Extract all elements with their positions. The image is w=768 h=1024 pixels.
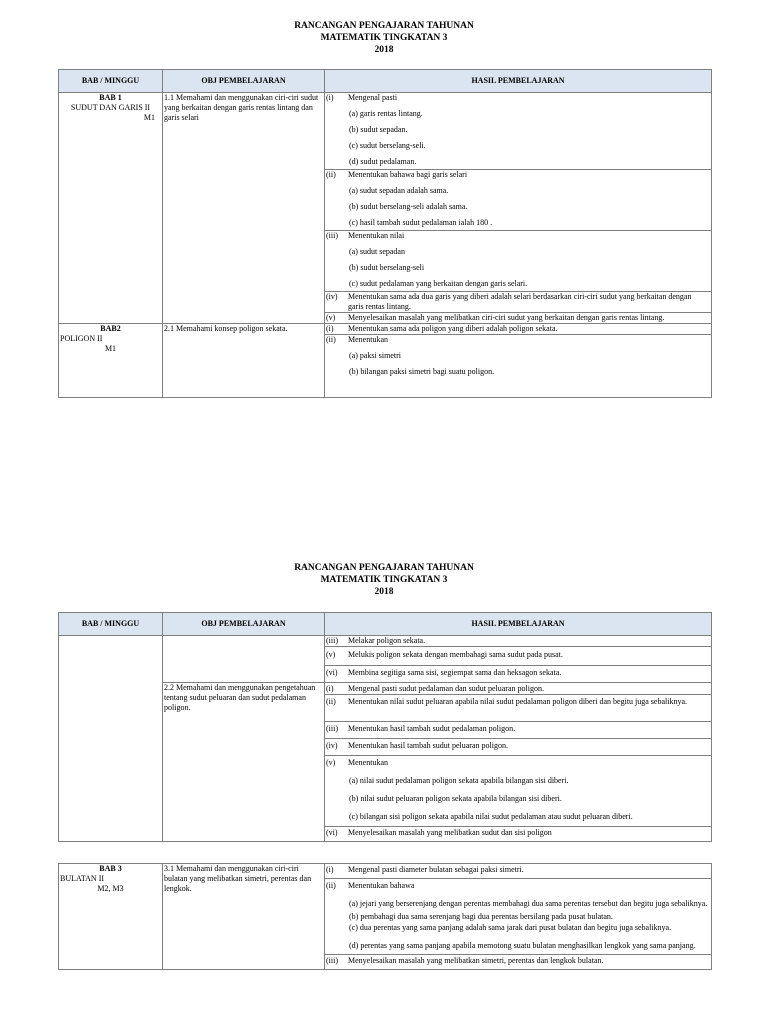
item-text: Mengenal pasti sudut pedalaman dan sudut peluaran poligon. bbox=[348, 684, 544, 693]
item-number: (vi) bbox=[326, 828, 338, 837]
item-number: (iv) bbox=[326, 741, 338, 750]
plan-table bbox=[58, 612, 712, 842]
sub-item: (b) sudut berselang-seli bbox=[349, 263, 425, 272]
bab-cell bbox=[59, 324, 163, 398]
hasil-cell bbox=[325, 739, 712, 756]
obj-cell: 2.1 Memahami konsep poligon sekata. bbox=[163, 324, 325, 398]
item-number: (v) bbox=[326, 758, 336, 767]
item-text: Membina segitiga sama sisi, segiempat sama dan heksagon sekata. bbox=[348, 668, 562, 677]
bab-minggu: M1 bbox=[143, 113, 155, 122]
item-text: Melukis poligon sekata dengan membahagi sama sudut pada pusat. bbox=[348, 650, 563, 659]
sub-item: (a) jejari yang berserenjang dengan perentas membahagi dua sama perentas tersebut dan begitu juga sebaliknya. bbox=[349, 899, 708, 908]
document-page-2 bbox=[0, 545, 768, 1024]
item-text: Menentukan bbox=[348, 758, 388, 767]
item-text: Melakar poligon sekata. bbox=[348, 636, 426, 645]
sub-item: (a) sudut sepadan bbox=[349, 247, 405, 256]
item-text: Menentukan bbox=[348, 335, 388, 344]
item-text: Menentukan hasil tambah sudut peluaran poligon. bbox=[348, 741, 508, 750]
item-text: Menentukan hasil tambah sudut pedalaman poligon. bbox=[348, 724, 516, 733]
bab-name: SUDUT DAN GARIS II bbox=[70, 103, 151, 112]
sub-item: (a) garis rentas lintang. bbox=[349, 109, 423, 118]
item-number: (ii) bbox=[326, 170, 336, 179]
hasil-cell bbox=[325, 324, 712, 335]
col-header-obj: OBJ PEMBELAJARAN bbox=[163, 70, 325, 93]
col-header-bab: BAB / MINGGU bbox=[59, 70, 163, 93]
header-year: 2018 bbox=[374, 45, 394, 55]
hasil-cell bbox=[325, 683, 712, 695]
hasil-cell bbox=[325, 231, 712, 292]
item-number: (vi) bbox=[326, 668, 338, 677]
sub-item: (c) dua perentas yang sama panjang adalah sama jarak dari pusat bulatan dan begitu juga sebaliknya. bbox=[349, 923, 672, 932]
table-header-row bbox=[59, 613, 712, 636]
hasil-cell bbox=[325, 666, 712, 683]
item-text: Menentukan bahawa bbox=[348, 881, 415, 890]
bab-cell bbox=[59, 864, 163, 970]
item-text: Menentukan sama ada dua garis yang diberi adalah selari berdasarkan ciri-ciri sudut yang berkaitan dengan garis rentas lintang. bbox=[348, 292, 692, 311]
table-row bbox=[59, 93, 712, 170]
sub-item: (d) sudut pedalaman. bbox=[349, 157, 417, 166]
sub-item: (b) bilangan paksi simetri bagi suatu poligon. bbox=[349, 367, 495, 376]
sub-item: (c) bilangan sisi poligon sekata apabila nilai sudut pedalaman atau sudut peluaran diberi. bbox=[349, 812, 633, 821]
bab-minggu: M2, M3 bbox=[97, 884, 124, 893]
col-header-obj: OBJ PEMBELAJARAN bbox=[163, 613, 325, 636]
item-number: (v) bbox=[326, 313, 336, 322]
item-text: Mengenal pasti bbox=[348, 93, 398, 102]
sub-item: (d) perentas yang sama panjang apabila memotong suatu bulatan menghasilkan lengkok yang sama panjang. bbox=[349, 941, 696, 950]
hasil-cell bbox=[325, 827, 712, 842]
sub-item: (a) paksi simetri bbox=[349, 351, 401, 360]
bab-title: BAB2 bbox=[100, 324, 121, 333]
bab-cell bbox=[59, 93, 163, 324]
table-row bbox=[59, 864, 712, 879]
table-row bbox=[59, 324, 712, 335]
item-number: (i) bbox=[326, 324, 334, 333]
item-number: (v) bbox=[326, 650, 336, 659]
sub-item: (b) pembahagi dua sama serenjang bagi dua perentas bersilang pada pusat bulatan. bbox=[349, 912, 613, 921]
hasil-cell bbox=[325, 93, 712, 170]
hasil-cell bbox=[325, 756, 712, 827]
header-year: 2018 bbox=[374, 587, 394, 597]
sub-item: (b) sudut sepadan. bbox=[349, 125, 408, 134]
header-subject: MATEMATIK TINGKATAN 3 bbox=[320, 575, 448, 585]
table-header-row bbox=[59, 70, 712, 93]
page-cutoff bbox=[0, 463, 768, 470]
bab-title: BAB 1 bbox=[99, 93, 122, 102]
obj-cell-empty bbox=[163, 636, 325, 683]
table-row bbox=[59, 636, 712, 647]
col-header-hasil: HASIL PEMBELAJARAN bbox=[325, 70, 712, 93]
sub-item: (c) sudut pedalaman yang berkaitan dengan garis selari. bbox=[349, 279, 528, 288]
hasil-cell bbox=[325, 864, 712, 879]
item-number: (iii) bbox=[326, 636, 338, 645]
item-number: (ii) bbox=[326, 335, 336, 344]
item-text: Menyelesaikan masalah yang melibatkan sudut dan sisi poligon bbox=[348, 828, 552, 837]
page-header bbox=[0, 20, 768, 56]
obj-cell: 1.1 Memahami dan menggunakan ciri-ciri sudut yang berkaitan dengan garis rentas lintang dan garis selari bbox=[163, 93, 325, 324]
item-number: (iv) bbox=[326, 292, 338, 301]
hasil-cell bbox=[325, 636, 712, 647]
item-text: Menentukan nilai sudut peluaran apabila nilai sudut pedalaman poligon diberi dan begitu juga sebaliknya. bbox=[348, 697, 688, 706]
col-header-hasil: HASIL PEMBELAJARAN bbox=[325, 613, 712, 636]
header-title: RANCANGAN PENGAJARAN TAHUNAN bbox=[294, 563, 474, 573]
item-number: (i) bbox=[326, 865, 334, 874]
bab-cell-empty bbox=[59, 636, 163, 842]
item-number: (i) bbox=[326, 684, 334, 693]
item-number: (iii) bbox=[326, 956, 338, 965]
sub-item: (c) sudut berselang-seli. bbox=[349, 141, 426, 150]
hasil-cell bbox=[325, 313, 712, 324]
sub-item: (b) nilai sudut peluaran poligon sekata apabila bilangan sisi diberi. bbox=[349, 794, 562, 803]
item-text: Menentukan bahawa bagi garis selari bbox=[348, 170, 468, 179]
item-number: (i) bbox=[326, 93, 334, 102]
item-text: Menyelesaikan masalah yang melibatkan ciri-ciri sudut yang berkaitan dengan garis rentas lintang. bbox=[348, 313, 665, 322]
hasil-cell bbox=[325, 292, 712, 313]
hasil-cell bbox=[325, 879, 712, 955]
item-text: Mengenal pasti diameter bulatan sebagai paksi simetri. bbox=[348, 865, 524, 874]
item-number: (ii) bbox=[326, 697, 336, 706]
hasil-cell bbox=[325, 170, 712, 231]
hasil-cell bbox=[325, 335, 712, 398]
item-number: (iii) bbox=[326, 724, 338, 733]
page-header bbox=[0, 562, 768, 598]
hasil-cell bbox=[325, 955, 712, 970]
header-subject: MATEMATIK TINGKATAN 3 bbox=[320, 33, 448, 43]
obj-cell: 3.1 Memahami dan menggunakan ciri-ciri bulatan yang melibatkan simetri, perentas dan lengkok. bbox=[163, 864, 325, 970]
hasil-cell bbox=[325, 722, 712, 739]
hasil-cell bbox=[325, 647, 712, 666]
item-number: (iii) bbox=[326, 231, 338, 240]
hasil-cell bbox=[325, 695, 712, 722]
item-number: (ii) bbox=[326, 881, 336, 890]
plan-table-bab3 bbox=[58, 863, 712, 970]
bab-name: BULATAN II bbox=[60, 874, 105, 883]
header-title: RANCANGAN PENGAJARAN TAHUNAN bbox=[294, 21, 474, 31]
bab-title: BAB 3 bbox=[99, 864, 122, 873]
plan-table bbox=[58, 69, 712, 398]
sub-item: (c) hasil tambah sudut pedalaman ialah 180 . bbox=[349, 218, 493, 227]
sub-item: (a) nilai sudut pedalaman poligon sekata apabila bilangan sisi diberi. bbox=[349, 776, 569, 785]
item-text: Menyelesaikan masalah yang melibatkan simetri, perentas dan lengkok bulatan. bbox=[348, 956, 604, 965]
col-header-bab: BAB / MINGGU bbox=[59, 613, 163, 636]
item-text: Menentukan nilai bbox=[348, 231, 405, 240]
sub-item: (a) sudut sepadan adalah sama. bbox=[349, 186, 449, 195]
document-page-1 bbox=[0, 0, 768, 470]
obj-cell: 2.2 Memahami dan menggunakan pengetahuan tentang sudut peluaran dan sudut pedalaman poligon. bbox=[163, 683, 325, 842]
bab-name: POLIGON II bbox=[60, 334, 103, 343]
sub-item: (b) sudut berselang-seli adalah sama. bbox=[349, 202, 468, 211]
item-text: Menentukan sama ada poligon yang diberi adalah poligon sekata. bbox=[348, 324, 558, 333]
bab-minggu: M1 bbox=[104, 344, 117, 353]
